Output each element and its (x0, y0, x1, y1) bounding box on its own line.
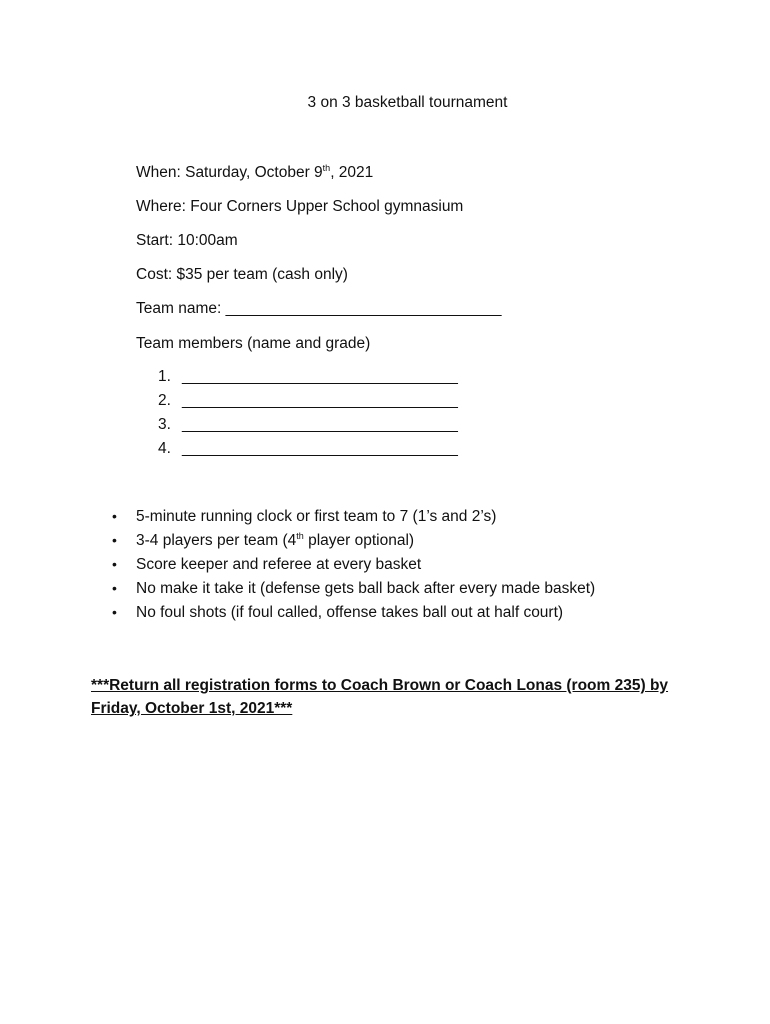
rule-text: No make it take it (defense gets ball back after every made basket) (136, 580, 596, 597)
rules-list (112, 508, 595, 628)
rule-text: 3-4 players per team (4 (136, 532, 297, 549)
team-name-line: Team name: ________________________________ (136, 300, 502, 317)
rule-item (112, 556, 595, 580)
member-line (158, 392, 458, 416)
bullet-icon: • (112, 532, 117, 548)
rule-item (112, 508, 595, 532)
rule-text: Score keeper and referee at every basket (136, 556, 422, 573)
bullet-icon: • (112, 604, 117, 620)
rule-superscript: th (296, 530, 304, 541)
rule-text: No foul shots (if foul called, offense takes ball out at half court) (136, 604, 564, 621)
member-number: 3. (158, 416, 171, 433)
when-superscript: th (322, 162, 331, 173)
rule-text: 5-minute running clock or first team to 7 (1’s and 2’s) (136, 508, 497, 525)
member-list (158, 368, 458, 464)
bullet-icon: • (112, 556, 117, 572)
bullet-icon: • (112, 580, 117, 596)
rule-item (112, 604, 595, 628)
member-blank: ________________________________ (182, 368, 458, 385)
member-blank: ________________________________ (182, 440, 458, 457)
member-line (158, 416, 458, 440)
bullet-icon: • (112, 508, 117, 524)
team-members-label: Team members (name and grade) (136, 335, 371, 352)
rule-item (112, 532, 595, 556)
member-number: 2. (158, 392, 171, 409)
where-line: Where: Four Corners Upper School gymnasium (136, 198, 464, 215)
when-text: When: Saturday, October 9 (136, 164, 323, 181)
member-blank: ________________________________ (182, 416, 458, 433)
member-number: 4. (158, 440, 171, 457)
member-blank: ________________________________ (182, 392, 458, 409)
member-line (158, 368, 458, 392)
member-line (158, 440, 458, 464)
document-title: 3 on 3 basketball tournament (307, 94, 508, 111)
cost-line: Cost: $35 per team (cash only) (136, 266, 348, 283)
rule-text-suffix: player optional) (303, 532, 415, 549)
member-number: 1. (158, 368, 171, 385)
when-year: , 2021 (330, 164, 374, 181)
return-notice: ***Return all registration forms to Coach Brown or Coach Lonas (room 235) by Friday, October 1st, 2021*** (91, 677, 669, 717)
when-line (136, 164, 373, 182)
start-line: Start: 10:00am (136, 232, 238, 249)
rule-item (112, 580, 595, 604)
